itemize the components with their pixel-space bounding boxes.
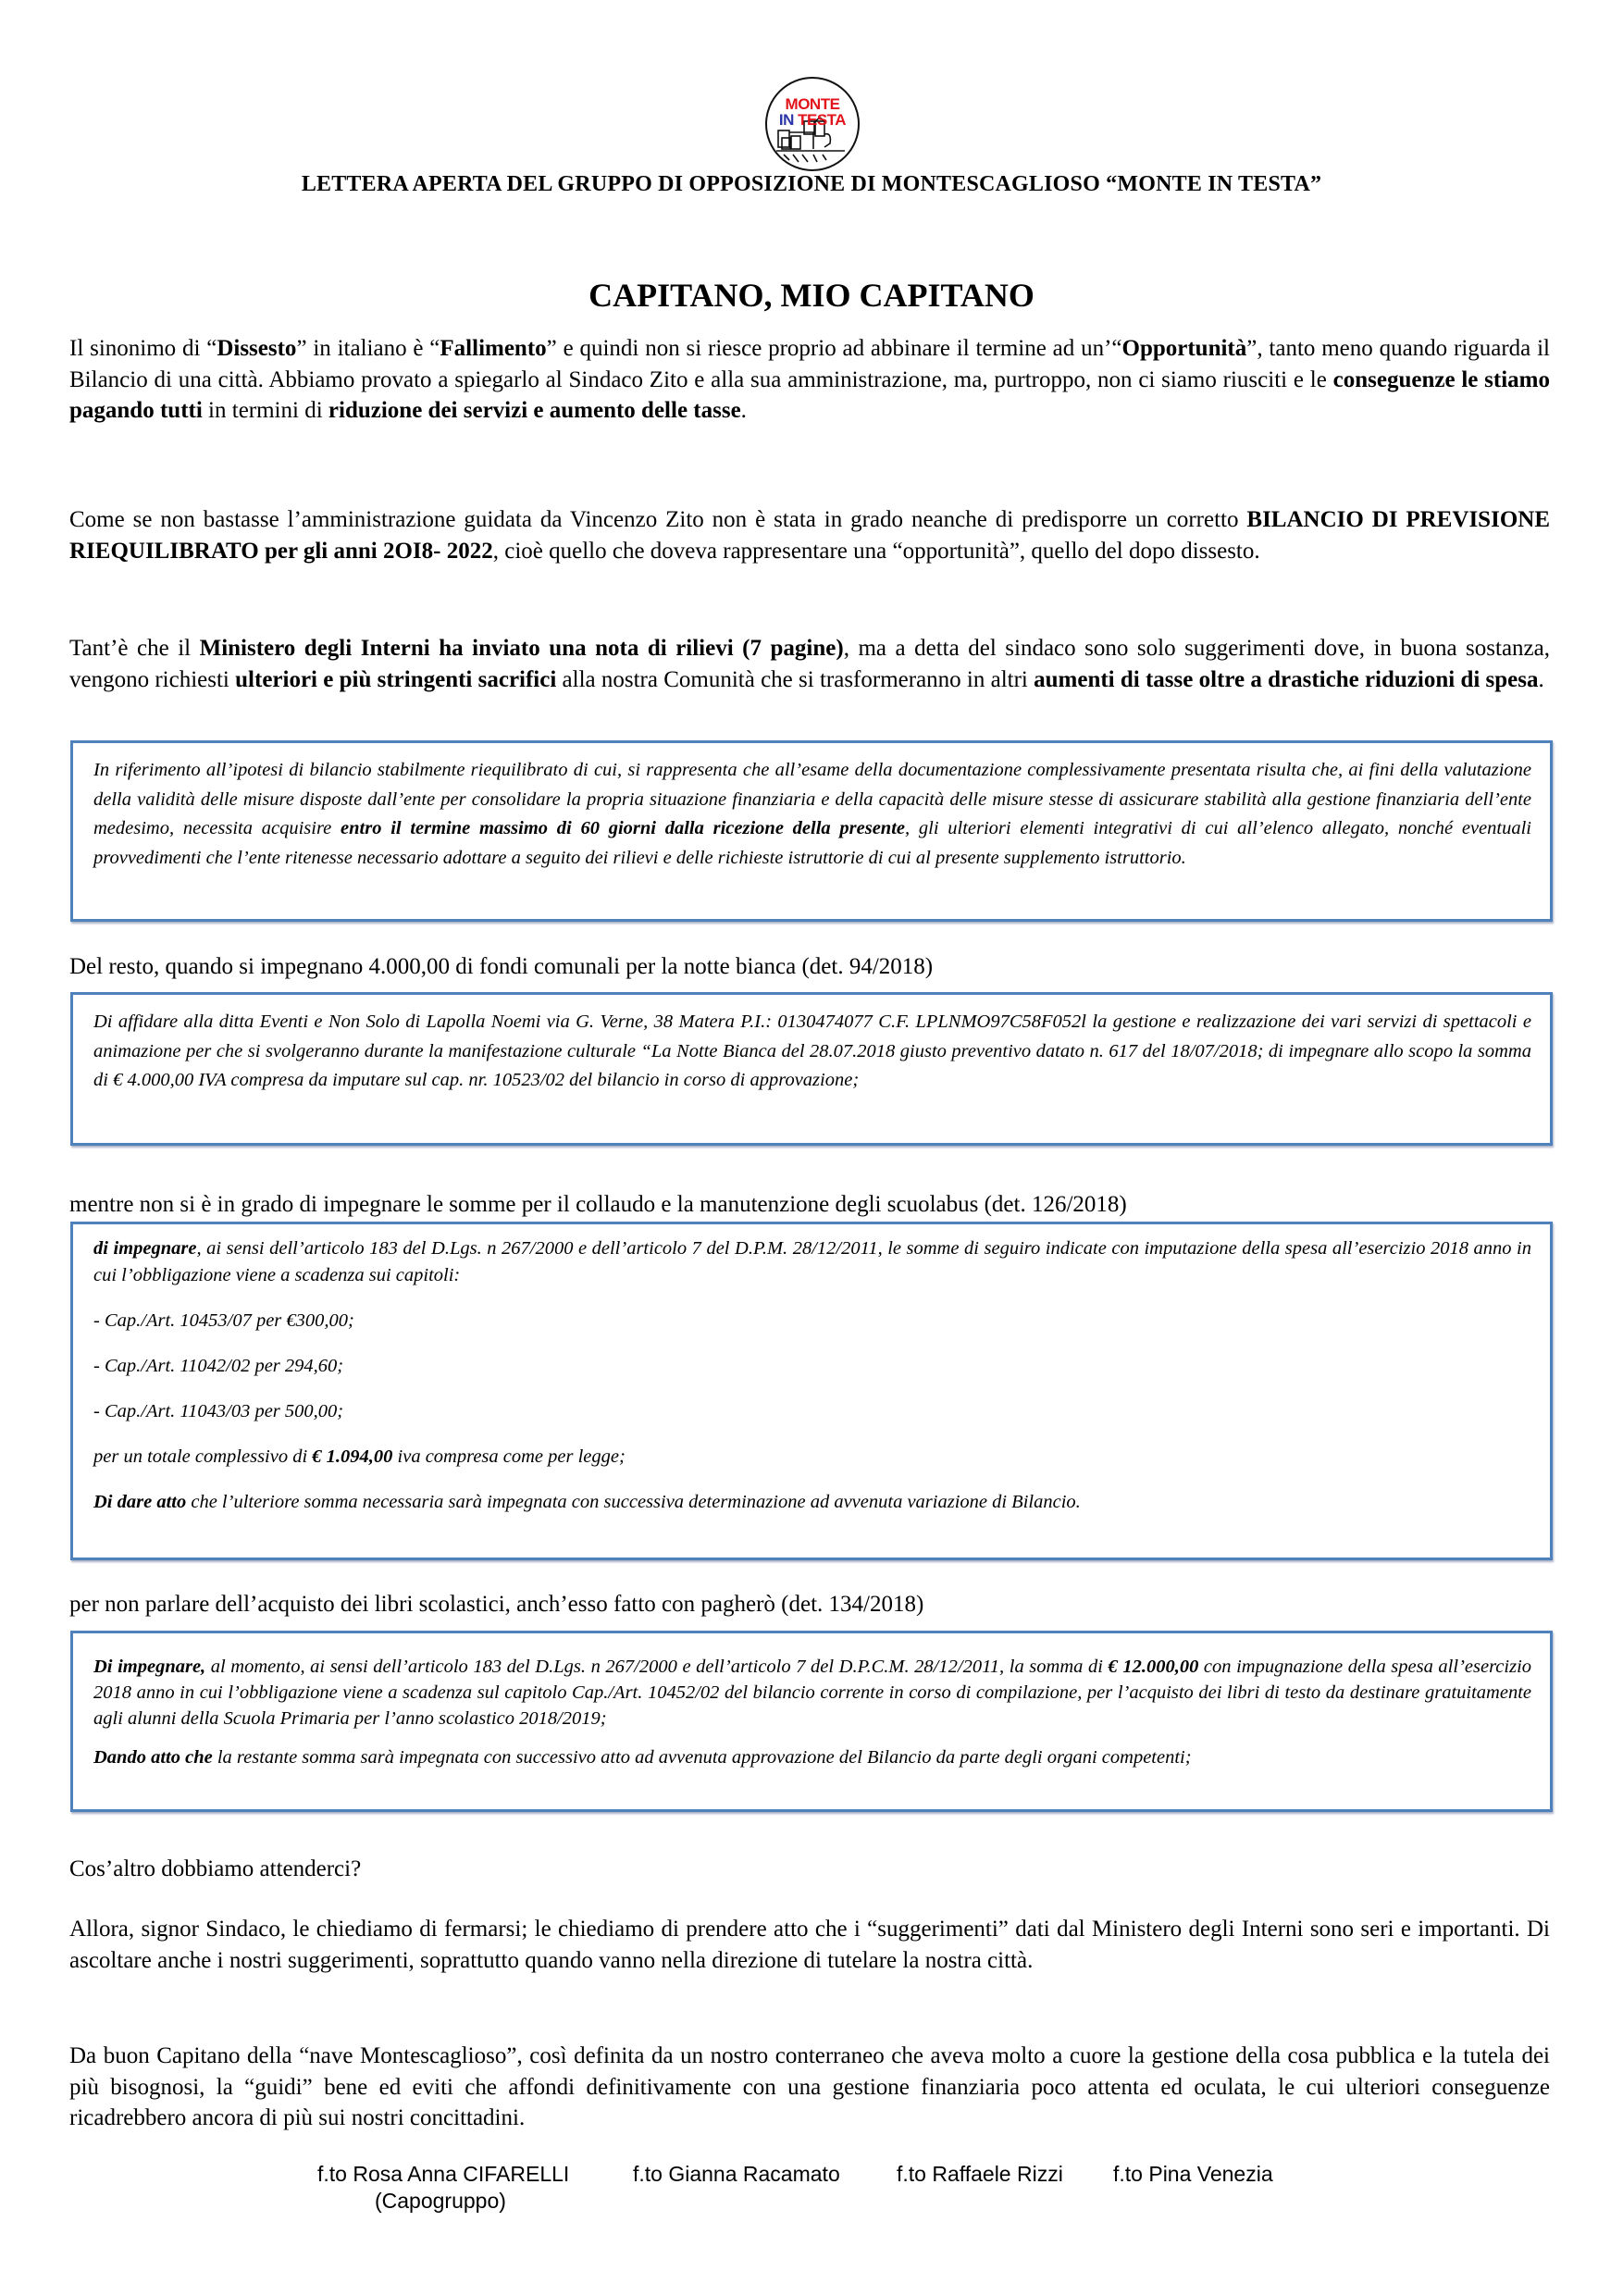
letter-subtitle: LETTERA APERTA DEL GRUPPO DI OPPOSIZIONE DI MONTESCAGLIOSO “MONTE IN TESTA”: [301, 172, 1322, 196]
signature-rizzi: f.to Raffaele Rizzi: [897, 2162, 1063, 2186]
quote-box-scuolabus: [70, 1222, 1553, 1560]
monte-in-testa-logo: [765, 77, 860, 171]
signature-role: (Capogruppo): [375, 2189, 506, 2213]
libri-intro: per non parlare dell’acquisto dei libri scolastici, anch’esso fatto con pagherò (det. 134/2018): [69, 1592, 924, 1617]
scuolabus-item-1: - Cap./Art. 10453/07 per €300,00;: [93, 1310, 354, 1331]
signature-racamato: f.to Gianna Racamato: [633, 2162, 840, 2186]
scuolabus-lead: di impegnare, ai sensi dell’articolo 183 del D.Lgs. n 267/2000 e dell’articolo 7 del D.P.M. 28/12/2011, le somme di seguiro indicate con imputazione della spesa all’esercizio 2018 anno in cui l’obbligazione viene a scadenza sui capitoli:: [93, 1238, 1531, 1285]
paragraph-ministero: Tant’è che il Ministero degli Interni ha inviato una nota di rilievi (7 pagine), ma a detta del sindaco sono solo suggerimenti dove, in buona sostanza, vengono richiesti ulteriori e più stringenti sacrifici alla nostra Comunità che si trasformeranno in altri aumenti di tasse oltre a drastiche riduzioni di spesa.: [69, 636, 1550, 692]
page-title: CAPITANO, MIO CAPITANO: [588, 277, 1035, 314]
quote-ministry-text: In riferimento all’ipotesi di bilancio stabilmente riequilibrato di cui, si rappresenta che all’esame della documentazione complessivamente presentata risulta che, ai fini della valutazione della validità delle misure disposte dall’ente per consolidare la propria situazione finanziaria e della capacità delle misure stesse di assicurare stabilità alla gestione finanziaria dell’ente medesimo, necessita acquisire entro il termine massimo di 60 giorni dalla ricezione della presente, gli ulteriori elementi integrativi di cui all’elenco allegato, nonché eventuali provvedimenti che l’ente ritenesse necessario adottare a seguito dei rilievi e delle richieste istruttorie di cui al presente supplemento istruttorio.: [93, 760, 1531, 868]
scuolabus-total: per un totale complessivo di € 1.094,00 iva compresa come per legge;: [93, 1446, 626, 1467]
closing-paragraph-1: Allora, signor Sindaco, le chiediamo di fermarsi; le chiediamo di prendere atto che i “suggerimenti” dati dal Ministero degli Interni sono seri e importanti. Di ascoltare anche i nostri suggerimenti, soprattutto quando vanno nella direzione di tutelare la nostra città.: [69, 1917, 1550, 1973]
scuolabus-item-3: - Cap./Art. 11043/03 per 500,00;: [93, 1401, 344, 1421]
paragraph-dissesto: Il sinonimo di “Dissesto” in italiano è “Fallimento” e quindi non si riesce proprio ad abbinare il termine ad un’“Opportunità”, tanto meno quando riguarda il Bilancio di una città. Abbiamo provato a spiegarlo al Sindaco Zito e alla sua amministrazione, ma, purtroppo, non ci siamo riusciti e le conseguenze le stiamo pagando tutti in termini di riduzione dei servizi e aumento delle tasse.: [69, 336, 1550, 423]
scuolabus-close: Di dare atto che l’ulteriore somma necessaria sarà impegnata con successiva determinazione ad avvenuta variazione di Bilancio.: [93, 1492, 1081, 1512]
libri-close: Dando atto che la restante somma sarà impegnata con successivo atto ad avvenuta approvazione del Bilancio da parte degli organi competenti;: [93, 1747, 1192, 1768]
quote-box-libri: [70, 1631, 1553, 1812]
paragraph-bilancio: Come se non bastasse l’amministrazione guidata da Vincenzo Zito non è stata in grado neanche di predisporre un corretto BILANCIO DI PREVISIONE RIEQUILIBRATO per gli anni 2OI8- 2022, cioè quello che doveva rappresentare una “opportunità”, quello del dopo dissesto.: [69, 507, 1550, 564]
scuolabus-item-2: - Cap./Art. 11042/02 per 294,60;: [93, 1356, 344, 1376]
quote-box-notte-bianca: [70, 992, 1553, 1146]
libri-lead: Di impegnare, al momento, ai sensi dell’articolo 183 del D.Lgs. n 267/2000 e dell’articolo 7 del D.P.C.M. 28/12/2011, la somma di € 12.000,00 con impugnazione della spesa all’esercizio 2018 anno in cui l’obbligazione viene a scadenza sul capitolo Cap./Art. 10452/02 del bilancio corrente in corso di compilazione, per l’acquisto dei libri di testo da destinare gratuitamente agli alunni della Scuola Primaria per l’anno scolastico 2018/2019;: [93, 1657, 1532, 1729]
quote-box-ministry: [70, 740, 1553, 922]
closing-question: Cos’altro dobbiamo attenderci?: [69, 1856, 362, 1881]
logo-text-in-testa: IN TESTA: [778, 111, 847, 129]
signature-venezia: f.to Pina Venezia: [1113, 2162, 1273, 2186]
scuolabus-intro: mentre non si è in grado di impegnare le somme per il collaudo e la manutenzione degli scuolabus (det. 126/2018): [69, 1192, 1127, 1217]
logo-text-monte: MONTE: [785, 95, 840, 113]
quote-notte-bianca-text: Di affidare alla ditta Eventi e Non Solo di Lapolla Noemi via G. Verne, 38 Matera P.I.: 0130474077 C.F. LPLNMO97C58F052l la gestione e realizzazione dei vari servizi di spettacoli e animazione per che si svolgeranno durante la manifestazione culturale “La Notte Bianca del 28.07.2018 giusto preventivo datato n. 617 del 18/07/2018; di impegnare allo scopo la somma di € 4.000,00 IVA compresa da imputare sul cap. nr. 10523/02 del bilancio in corso di approvazione;: [93, 1011, 1531, 1090]
closing-paragraph-2: Da buon Capitano della “nave Montescaglioso”, così definita da un nostro conterraneo che aveva molto a cuore la gestione della cosa pubblica e la tutela dei più bisognosi, la “guidi” bene ed eviti che affondi definitivamente con una gestione finanziaria poco attenta ed oculata, le cui ulteriori conseguenze ricadrebbero ancora di più sui nostri concittadini.: [69, 2043, 1550, 2130]
signature-cifarelli: f.to Rosa Anna CIFARELLI (Capogruppo): [317, 2162, 570, 2213]
notte-bianca-intro: Del resto, quando si impegnano 4.000,00 di fondi comunali per la notte bianca (det. 94/2018): [69, 954, 934, 979]
